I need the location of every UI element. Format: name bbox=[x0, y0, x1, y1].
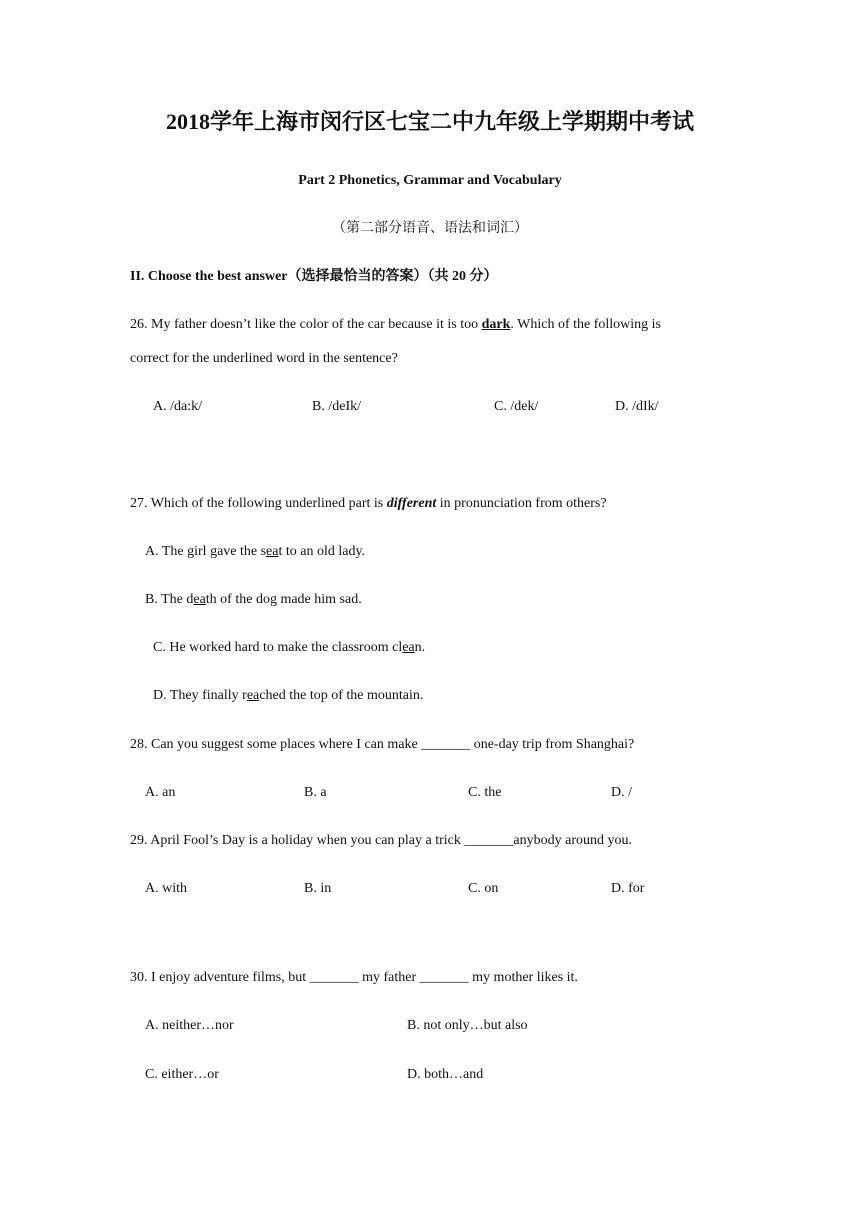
q28-option-d: D. / bbox=[611, 785, 632, 800]
q29-option-b: B. in bbox=[304, 881, 332, 896]
q27-option-c-underlined: ea bbox=[402, 640, 415, 655]
q29-option-a: A. with bbox=[145, 881, 187, 896]
q28-option-c: C. the bbox=[468, 785, 502, 800]
q27-option-b-underlined: ea bbox=[193, 592, 206, 607]
question-26-text-before: 26. My father doesn’t like the color of the car because it is too bbox=[130, 317, 482, 332]
q27-option-a-underlined: ea bbox=[266, 544, 279, 559]
q27-option-c-pre: C. He worked hard to make the classroom cl bbox=[153, 640, 403, 655]
q27-option-b-post: th of the dog made him sad. bbox=[205, 592, 362, 607]
q27-option-d bbox=[153, 687, 423, 705]
q27-option-d-underlined: ea bbox=[246, 688, 260, 703]
q26-option-c: C. /dek/ bbox=[494, 399, 539, 414]
q30-option-a: A. neither…nor bbox=[145, 1018, 234, 1033]
question-30: 30. I enjoy adventure films, but _______ my father _______ my mother likes it. bbox=[130, 970, 578, 985]
part-heading: Part 2 Phonetics, Grammar and Vocabulary bbox=[298, 173, 562, 188]
q26-option-d: D. /dIk/ bbox=[615, 399, 659, 414]
q27-option-b bbox=[145, 591, 362, 609]
q30-option-b: B. not only…but also bbox=[407, 1018, 528, 1033]
question-26-line2: correct for the underlined word in the sentence? bbox=[130, 351, 398, 366]
q27-option-c bbox=[153, 639, 425, 657]
question-27-keyword: different bbox=[386, 496, 437, 511]
q27-option-a-post: t to an old lady. bbox=[278, 544, 366, 559]
question-27-text-before: 27. Which of the following underlined part is bbox=[130, 496, 387, 511]
question-27 bbox=[130, 495, 607, 513]
question-26 bbox=[130, 316, 661, 334]
q27-option-a-pre: A. The girl gave the s bbox=[145, 544, 267, 559]
question-29: 29. April Fool’s Day is a holiday when you can play a trick _______anybody around you. bbox=[130, 833, 632, 848]
q28-option-a: A. an bbox=[145, 785, 176, 800]
q27-option-d-post: ched the top of the mountain. bbox=[259, 688, 424, 703]
q27-option-c-post: n. bbox=[414, 640, 426, 655]
question-28: 28. Can you suggest some places where I can make _______ one-day trip from Shanghai? bbox=[130, 737, 635, 752]
part-heading-cn: （第二部分语音、语法和词汇） bbox=[332, 221, 528, 236]
q27-option-d-pre: D. They finally r bbox=[153, 688, 247, 703]
section-heading: II. Choose the best answer（选择最恰当的答案）（共 20 分） bbox=[130, 269, 498, 284]
q28-option-b: B. a bbox=[304, 785, 327, 800]
question-26-keyword: dark bbox=[481, 317, 511, 332]
q30-option-c: C. either…or bbox=[145, 1067, 219, 1082]
page-title: 2018学年上海市闵行区七宝二中九年级上学期期中考试 bbox=[165, 109, 694, 134]
q26-option-a: A. /da:k/ bbox=[153, 399, 202, 414]
q27-option-b-pre: B. The d bbox=[145, 592, 194, 607]
q29-option-c: C. on bbox=[468, 881, 499, 896]
q30-option-d: D. both…and bbox=[407, 1067, 484, 1082]
question-26-text-after: . Which of the following is bbox=[510, 317, 661, 332]
question-27-text-after: in pronunciation from others? bbox=[436, 496, 607, 511]
q26-option-b: B. /deIk/ bbox=[312, 399, 361, 414]
q27-option-a bbox=[145, 543, 365, 561]
q29-option-d: D. for bbox=[611, 881, 645, 896]
